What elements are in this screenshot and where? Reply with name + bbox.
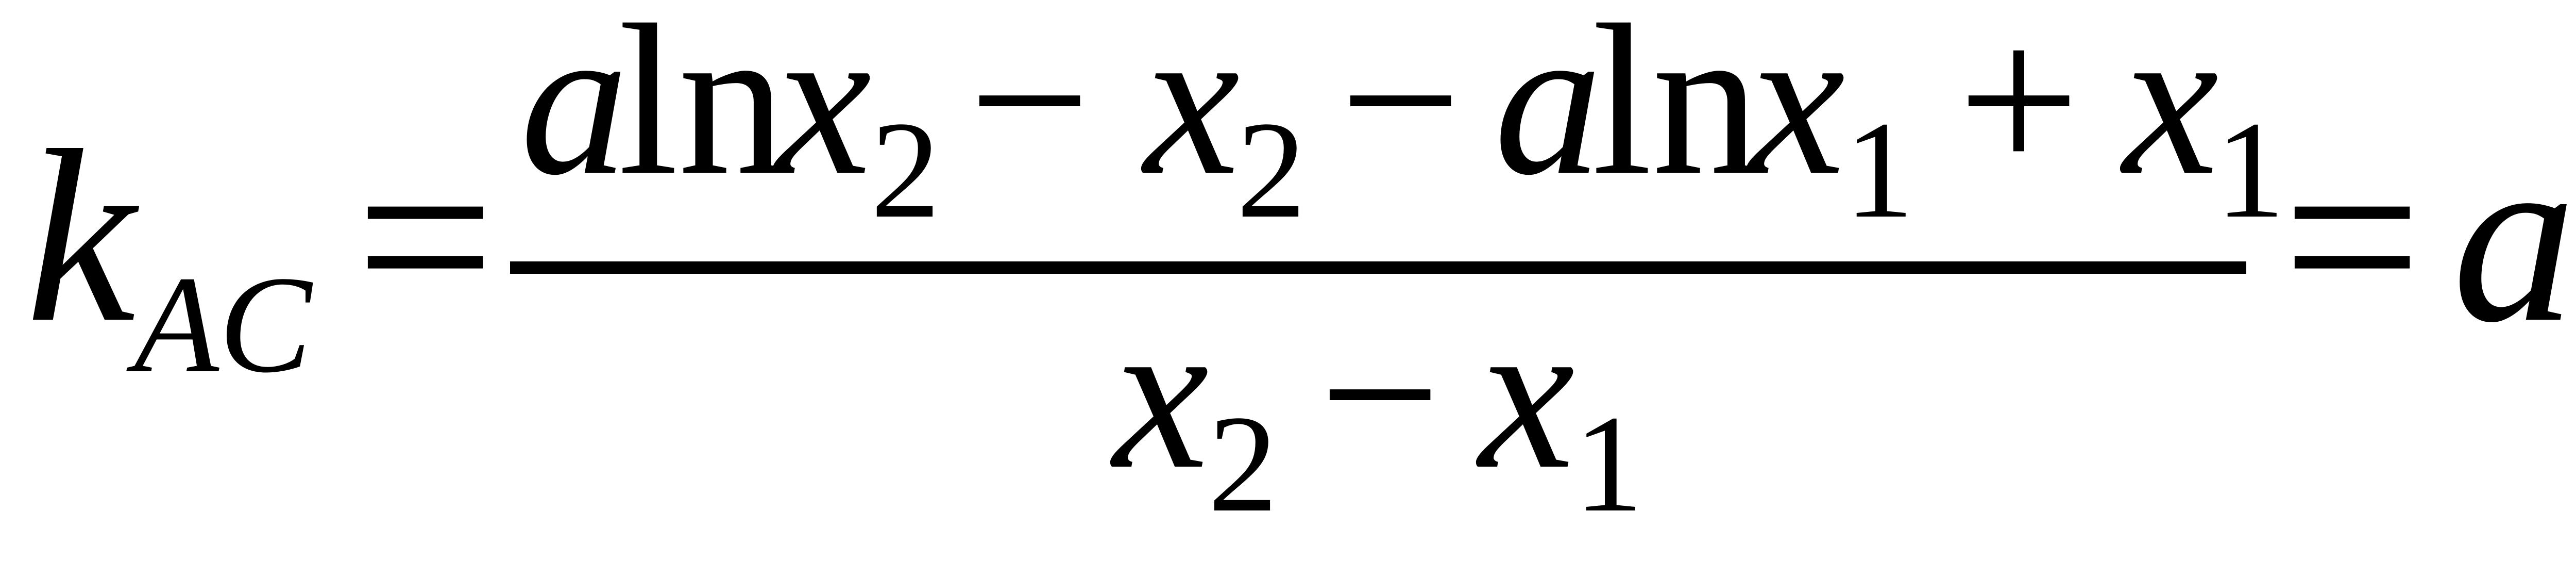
num1-var-x-4: x [2123, 0, 2219, 220]
fraction-1-bar [510, 261, 2246, 274]
den1-var-x: x [1113, 274, 1209, 514]
num1-sub-1: 1 [1844, 93, 1914, 247]
fraction-1-numerator [520, 0, 2285, 247]
num1-op-minus-1: − [969, 0, 1091, 220]
den1-op-minus: − [1319, 274, 1441, 514]
den1-var-x-2: x [1479, 274, 1575, 514]
num1-op-plus: + [1958, 0, 2080, 220]
num1-var-x-3: x [1749, 0, 1845, 220]
equals-sign: = [355, 99, 495, 373]
den1-sub-1: 1 [1574, 387, 1643, 541]
num1-var-x: x [775, 0, 872, 220]
num1-var-x-2: x [1144, 0, 1240, 220]
den1-sub-2: 2 [1208, 387, 1278, 541]
num1-coef-a: a [520, 0, 629, 220]
equals-sign-2: = [2282, 99, 2422, 373]
factor-a: a [2452, 99, 2576, 373]
num1-ln: ln [618, 0, 787, 220]
num1-sub-2b: 2 [1236, 93, 1306, 247]
num1-op-minus-2: − [1340, 0, 1462, 220]
num1-sub-2: 2 [871, 93, 940, 247]
fraction-1-denominator [1109, 274, 1643, 541]
num1-sub-1b: 1 [2215, 93, 2285, 247]
num1-coef-a-2: a [1494, 0, 1602, 220]
lhs-symbol: k [26, 99, 136, 373]
lhs-subscript: AC [134, 248, 312, 402]
num1-ln-2: ln [1592, 0, 1760, 220]
